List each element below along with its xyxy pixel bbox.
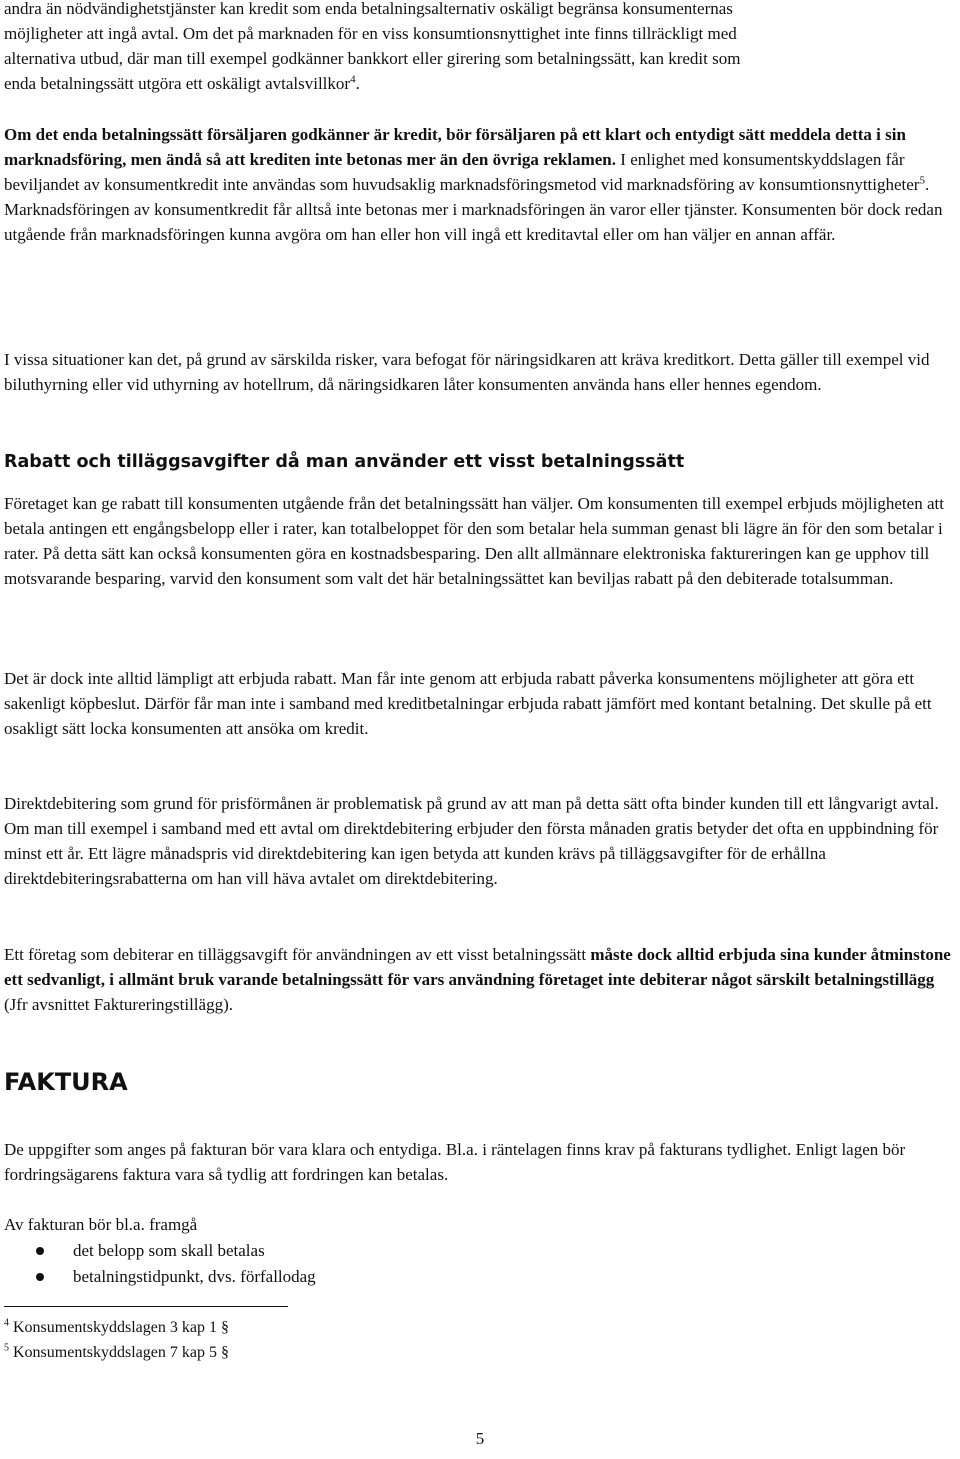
section-heading-rabatt: Rabatt och tilläggsavgifter då man använder ett visst betalningssätt: [4, 452, 685, 472]
paragraph-text: (Jfr avsnittet Faktureringstillägg).: [4, 995, 233, 1014]
paragraph-direct-debit: Direktdebitering som grund för prisförmånen är problematisk på grund av att man på detta sätt ofta binder kunden till ett långvarigt avtal. Om man till exempel i samband med ett avtal om direktdebitering erbjuder den första månaden gratis betyder det ofta en uppbindning för minst ett år. Ett lägre månadspris vid direktdebitering kan igen betyda att kunden krävs på tilläggsavgifter för de erhållna direktdebiteringsrabatterna om han vill häva avtalet om direktdebitering.: [4, 794, 939, 888]
footnote-ref-5[interactable]: 5: [919, 174, 925, 187]
paragraph-text: I enlighet med konsumentskyddslagen får beviljandet av konsumentkredit inte användas som huvudsaklig marknadsföringsmetod vid marknadsföring av konsumtionsnyttigheter: [4, 150, 920, 194]
list-item-text: det belopp som skall betalas: [73, 1241, 265, 1260]
bullet-icon: [36, 1247, 44, 1255]
section-heading-faktura: FAKTURA: [4, 1068, 128, 1096]
bold-text: Om det enda betalningssätt försäljaren godkänner är kredit, bör försäljaren på ett klart och entydigt sätt meddela detta i sin marknadsföring, men ändå så att krediten inte betonas mer än den övriga reklamen.: [4, 125, 906, 169]
paragraph-text: Ett företag som debiterar en tilläggsavgift för användningen av ett visst betalningssätt: [4, 945, 591, 964]
bullet-list: [0, 1238, 316, 1290]
paragraph-additional-fee: [4, 942, 956, 1017]
paragraph-credit-limits: [4, 0, 956, 96]
paragraph-line: [4, 71, 956, 96]
paragraph-invoice-clarity: De uppgifter som anges på fakturan bör vara klara och entydiga. Bl.a. i räntelagen finns krav på fakturans tydlighet. Enligt lagen bör fordringsägarens faktura vara så tydlig att fordringen kan betalas.: [4, 1140, 906, 1184]
footnote-number: 5: [4, 1342, 9, 1354]
paragraph-credit-card-requirement: I vissa situationer kan det, på grund av särskilda risker, vara befogat för näringsidkaren att kräva kreditkort. Detta gäller till exempel vid biluthyrning eller vid uthyrning av hotellrum, då näringsidkaren låter konsumenten använda hans eller hennes egendom.: [4, 350, 930, 394]
bold-text: måste dock alltid erbjuda sina kunder åtminstone ett sedvanligt, i allmänt bruk varande betalningssätt för vars användning företaget inte debiterar något särskilt betalningstillägg: [4, 945, 951, 989]
footnote-4: [4, 1317, 229, 1339]
paragraph-discount-limits: Det är dock inte alltid lämpligt att erbjuda rabatt. Man får inte genom att erbjuda rabatt påverka konsumentens möjligheter att göra ett sakenligt köpbeslut. Därför får man inte i samband med kreditbetalningar erbjuda rabatt jämfört med kontant betalning. Det skulle på ett osakligt sätt locka konsumenten att ansöka om kredit.: [4, 669, 932, 738]
paragraph-line: alternativa utbud, där man till exempel godkänner bankkort eller girering som betalningssätt, kan kredit som: [4, 49, 741, 68]
footnote-5: [4, 1342, 229, 1364]
paragraph-line: andra än nödvändighetstjänster kan kredit som enda betalningsalternativ oskäligt begränsa konsumenternas: [4, 0, 733, 18]
footnote-number: 4: [4, 1317, 9, 1329]
paragraph-invoice-contents: Av fakturan bör bl.a. framgå: [4, 1215, 198, 1234]
footnote-divider: [4, 1306, 288, 1307]
footnote-ref-4[interactable]: 4: [350, 73, 356, 86]
paragraph-discount: Företaget kan ge rabatt till konsumenten utgående från det betalningssätt han väljer. Om konsumenten till exempel erbjuds möjligheten att betala antingen ett engångsbelopp eller i rater, kan totalbeloppet för den som betalar hela summan genast bli lägre än för den som betalar i rater. På detta sätt kan också konsumenten göra en kostnadsbesparing. Den allt allmännare elektroniska faktureringen kan ge upphov till motsvarande besparing, varvid den konsument som valt det här betalningssättet kan beviljas rabatt på den debiterade totalsumman.: [4, 494, 944, 588]
bullet-icon: [36, 1273, 44, 1281]
footnote-text: Konsumentskyddslagen 7 kap 5 §: [9, 1344, 229, 1361]
paragraph-text: .: [355, 74, 360, 93]
page-number: 5: [475, 1429, 485, 1448]
list-item-text: betalningstidpunkt, dvs. förfallodag: [73, 1267, 316, 1286]
paragraph-text: enda betalningssätt utgöra ett oskäligt avtalsvillkor: [4, 74, 351, 93]
paragraph-line: möjligheter att ingå avtal. Om det på marknaden för en viss konsumtionsnyttighet inte finns tillräckligt med: [4, 24, 737, 43]
list-item: [0, 1264, 316, 1290]
paragraph-credit-marketing: [4, 122, 956, 247]
footnote-text: Konsumentskyddslagen 3 kap 1 §: [9, 1319, 229, 1336]
list-item: [0, 1238, 316, 1264]
paragraph-text: . Marknadsföringen av konsumentkredit får alltså inte betonas mer i marknadsföringen än varor eller tjänster. Konsumenten bör dock redan utgående från marknadsföringen kunna avgöra om han eller hon vill ingå ett kreditavtal eller om han väljer en annan affär.: [4, 175, 943, 244]
